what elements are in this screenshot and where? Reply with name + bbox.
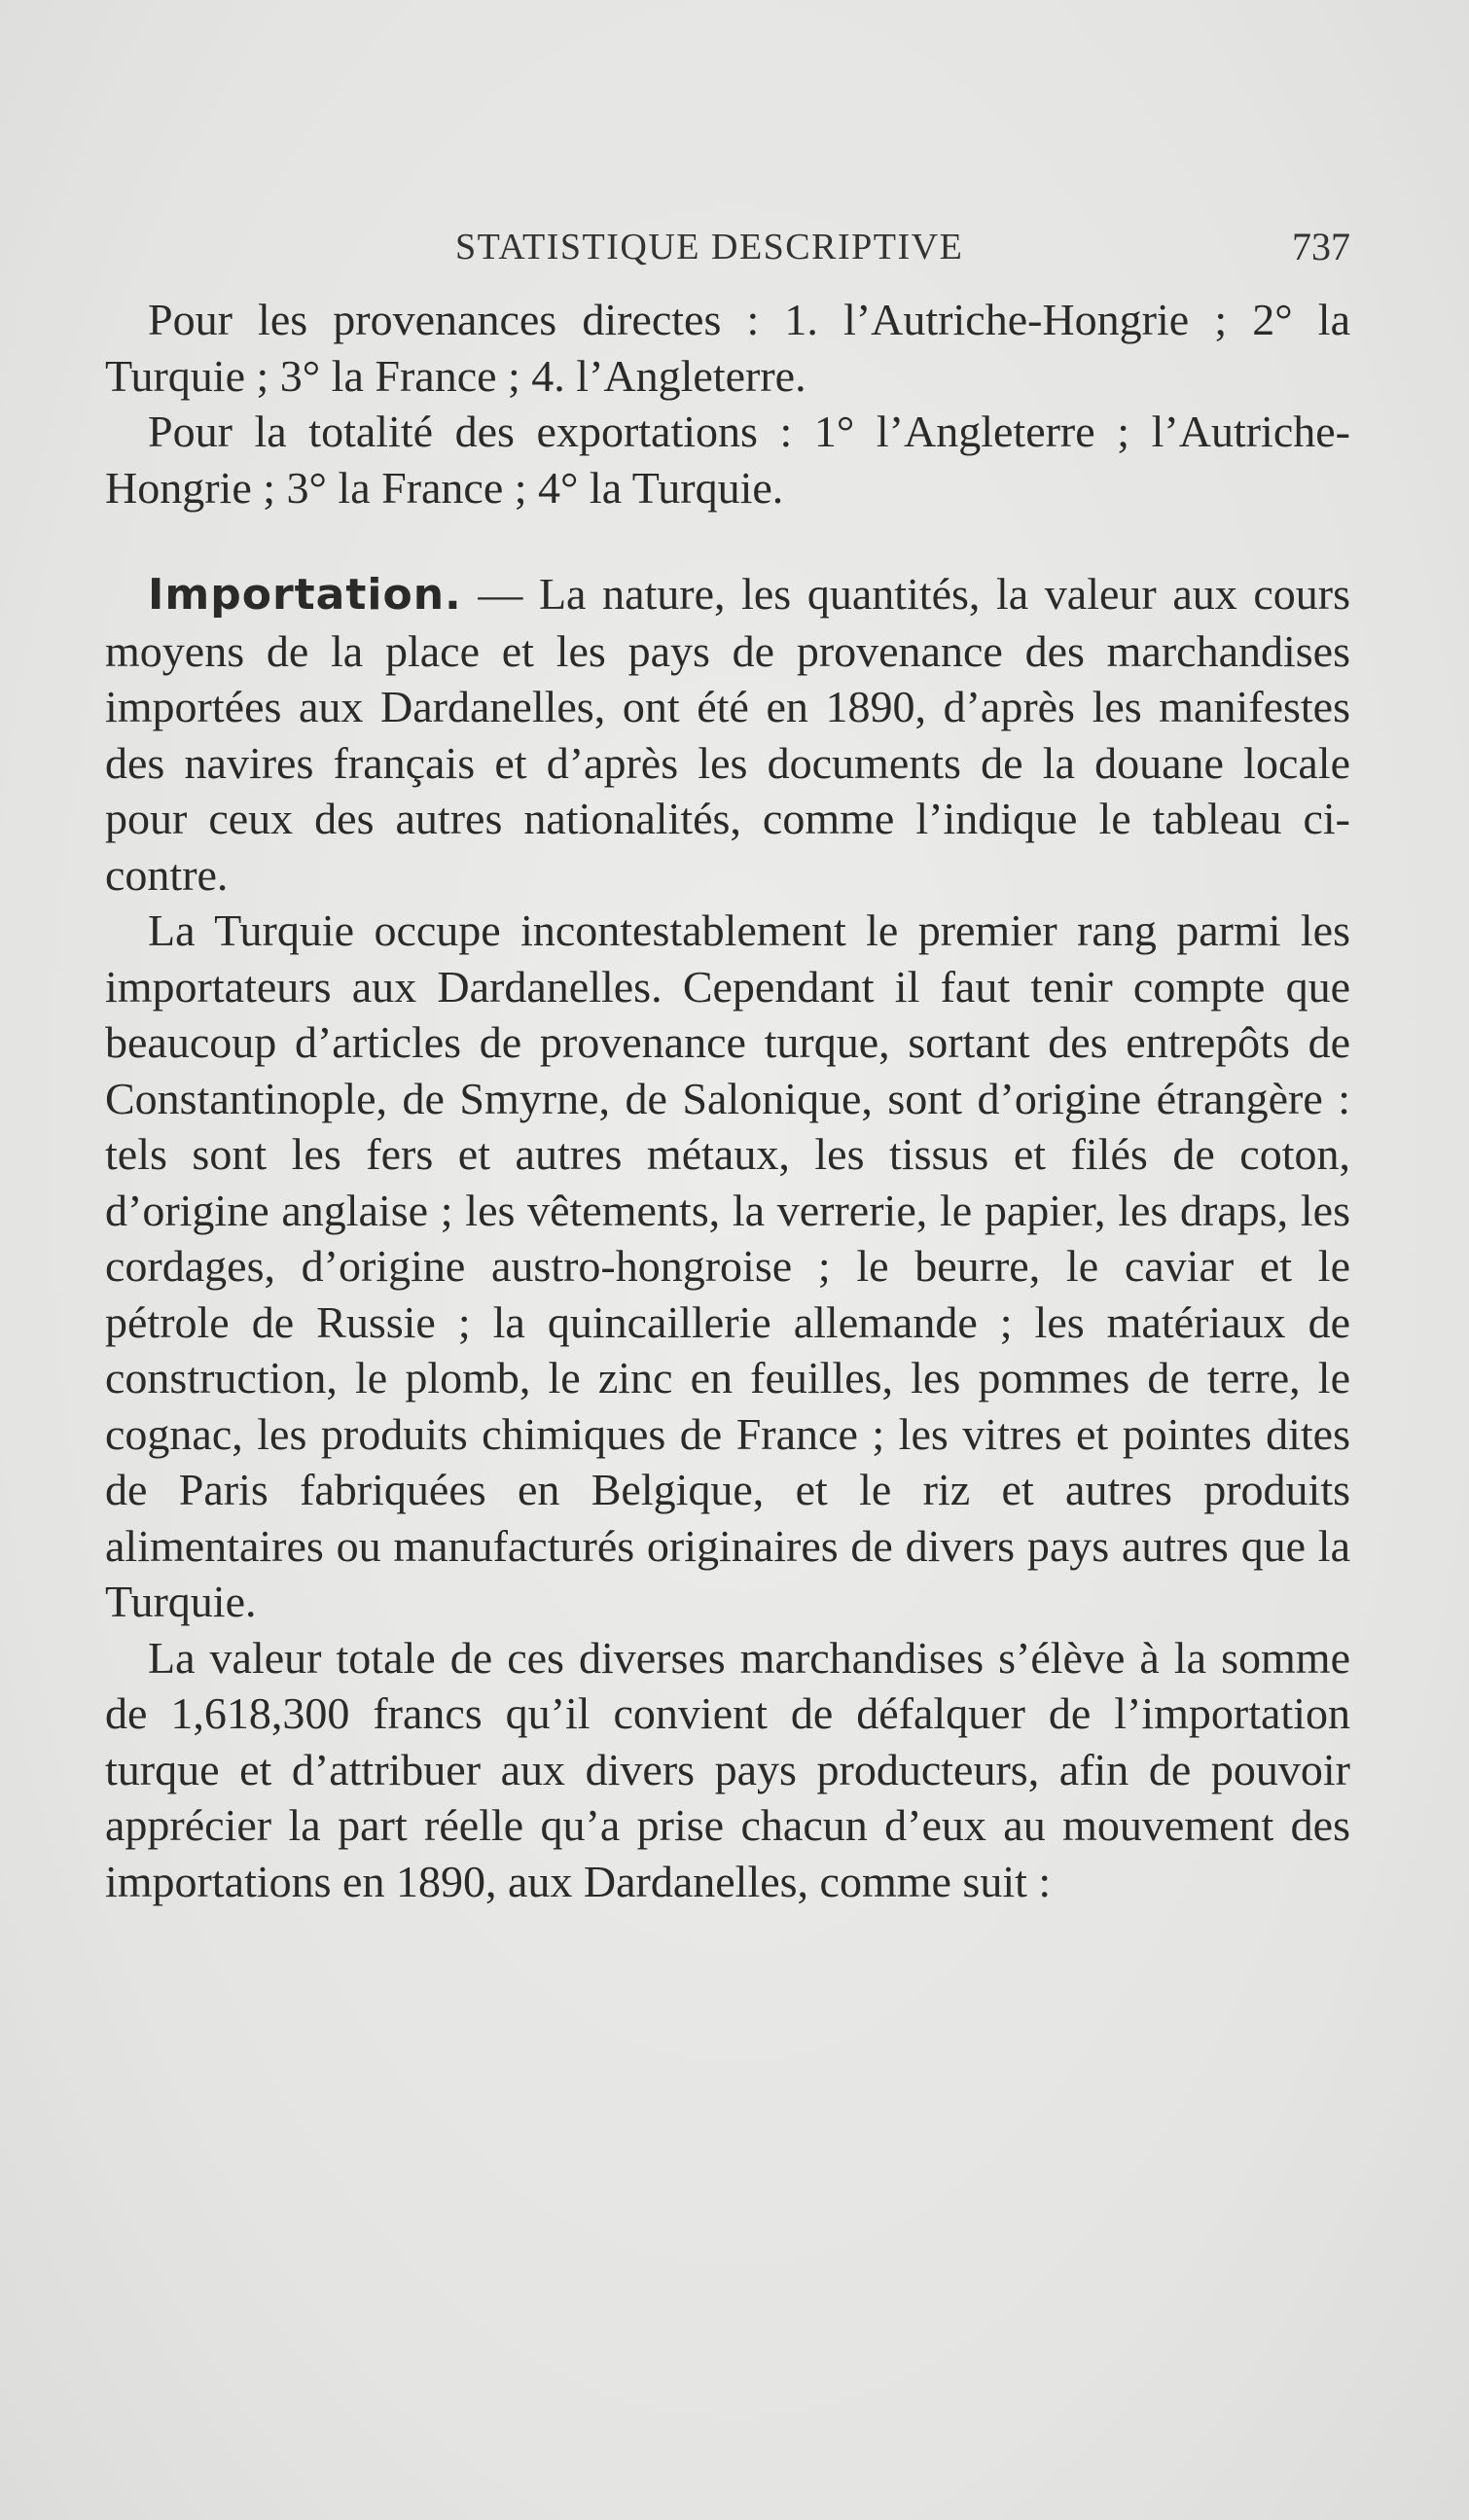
- section-heading-importation: Importation.: [148, 570, 462, 620]
- paragraph-provenances: Pour les provenances directes : 1. l’Autriche-Hongrie ; 2° la Turquie ; 3° la France ; 4. l’Angleterre.: [105, 295, 1350, 401]
- paragraph-turquie: La Turquie occupe incontestablement le premier rang parmi les importateurs aux Dardanelles. Cependant il faut tenir compte que beaucoup d’articles de provenance turque, sortant des entrepôts de Constantinople, de Smyrne, de Salonique, sont d’origine étrangère : tels sont les fers et autres métaux, les tissus et filés de coton, d’origine anglaise ; les vêtements, la verrerie, le papier, les draps, les cordages, d’origine austro-hongroise ; le beurre, le caviar et le pétrole de Russie ; la quincaillerie allemande ; les matériaux de construction, le plomb, le zinc en feuilles, les pommes de terre, le cognac, les produits chimiques de France ; les vitres et pointes dites de Paris fabriquées en Belgique, et le riz et autres produits alimentaires ou manufacturés originaires de divers pays autres que la Turquie.: [105, 905, 1350, 1626]
- running-title: STATISTIQUE DESCRIPTIVE: [455, 227, 964, 267]
- paragraph-exportations: Pour la totalité des exportations : 1° l’Angleterre ; l’Autriche-Hongrie ; 3° la France ; 4° la Turquie.: [105, 407, 1350, 513]
- paragraph-valeur-totale: La valeur totale de ces diverses marchandises s’élève à la somme de 1,618,300 francs qu’il convient de défalquer de l’importation turque et d’attribuer aux divers pays producteurs, afin de pouvoir apprécier la part réelle qu’a prise chacun d’eux au mouvement des importations en 1890, aux Dardanelles, comme suit :: [105, 1632, 1350, 1906]
- paragraph-importation-text: — La nature, les quantités, la valeur aux cours moyens de la place et les pays de provenance des marchandises importées aux Dardanelles, ont été en 1890, d’après les manifestes des navires français et d’après les documents de la douane locale pour ceux des autres nationalités, comme l’indique le tableau ci-contre.: [105, 569, 1350, 900]
- page-header: [105, 222, 1350, 272]
- paragraph-importation: [105, 566, 1350, 903]
- page-body: [105, 292, 1350, 1909]
- page-number: 737: [1292, 225, 1350, 268]
